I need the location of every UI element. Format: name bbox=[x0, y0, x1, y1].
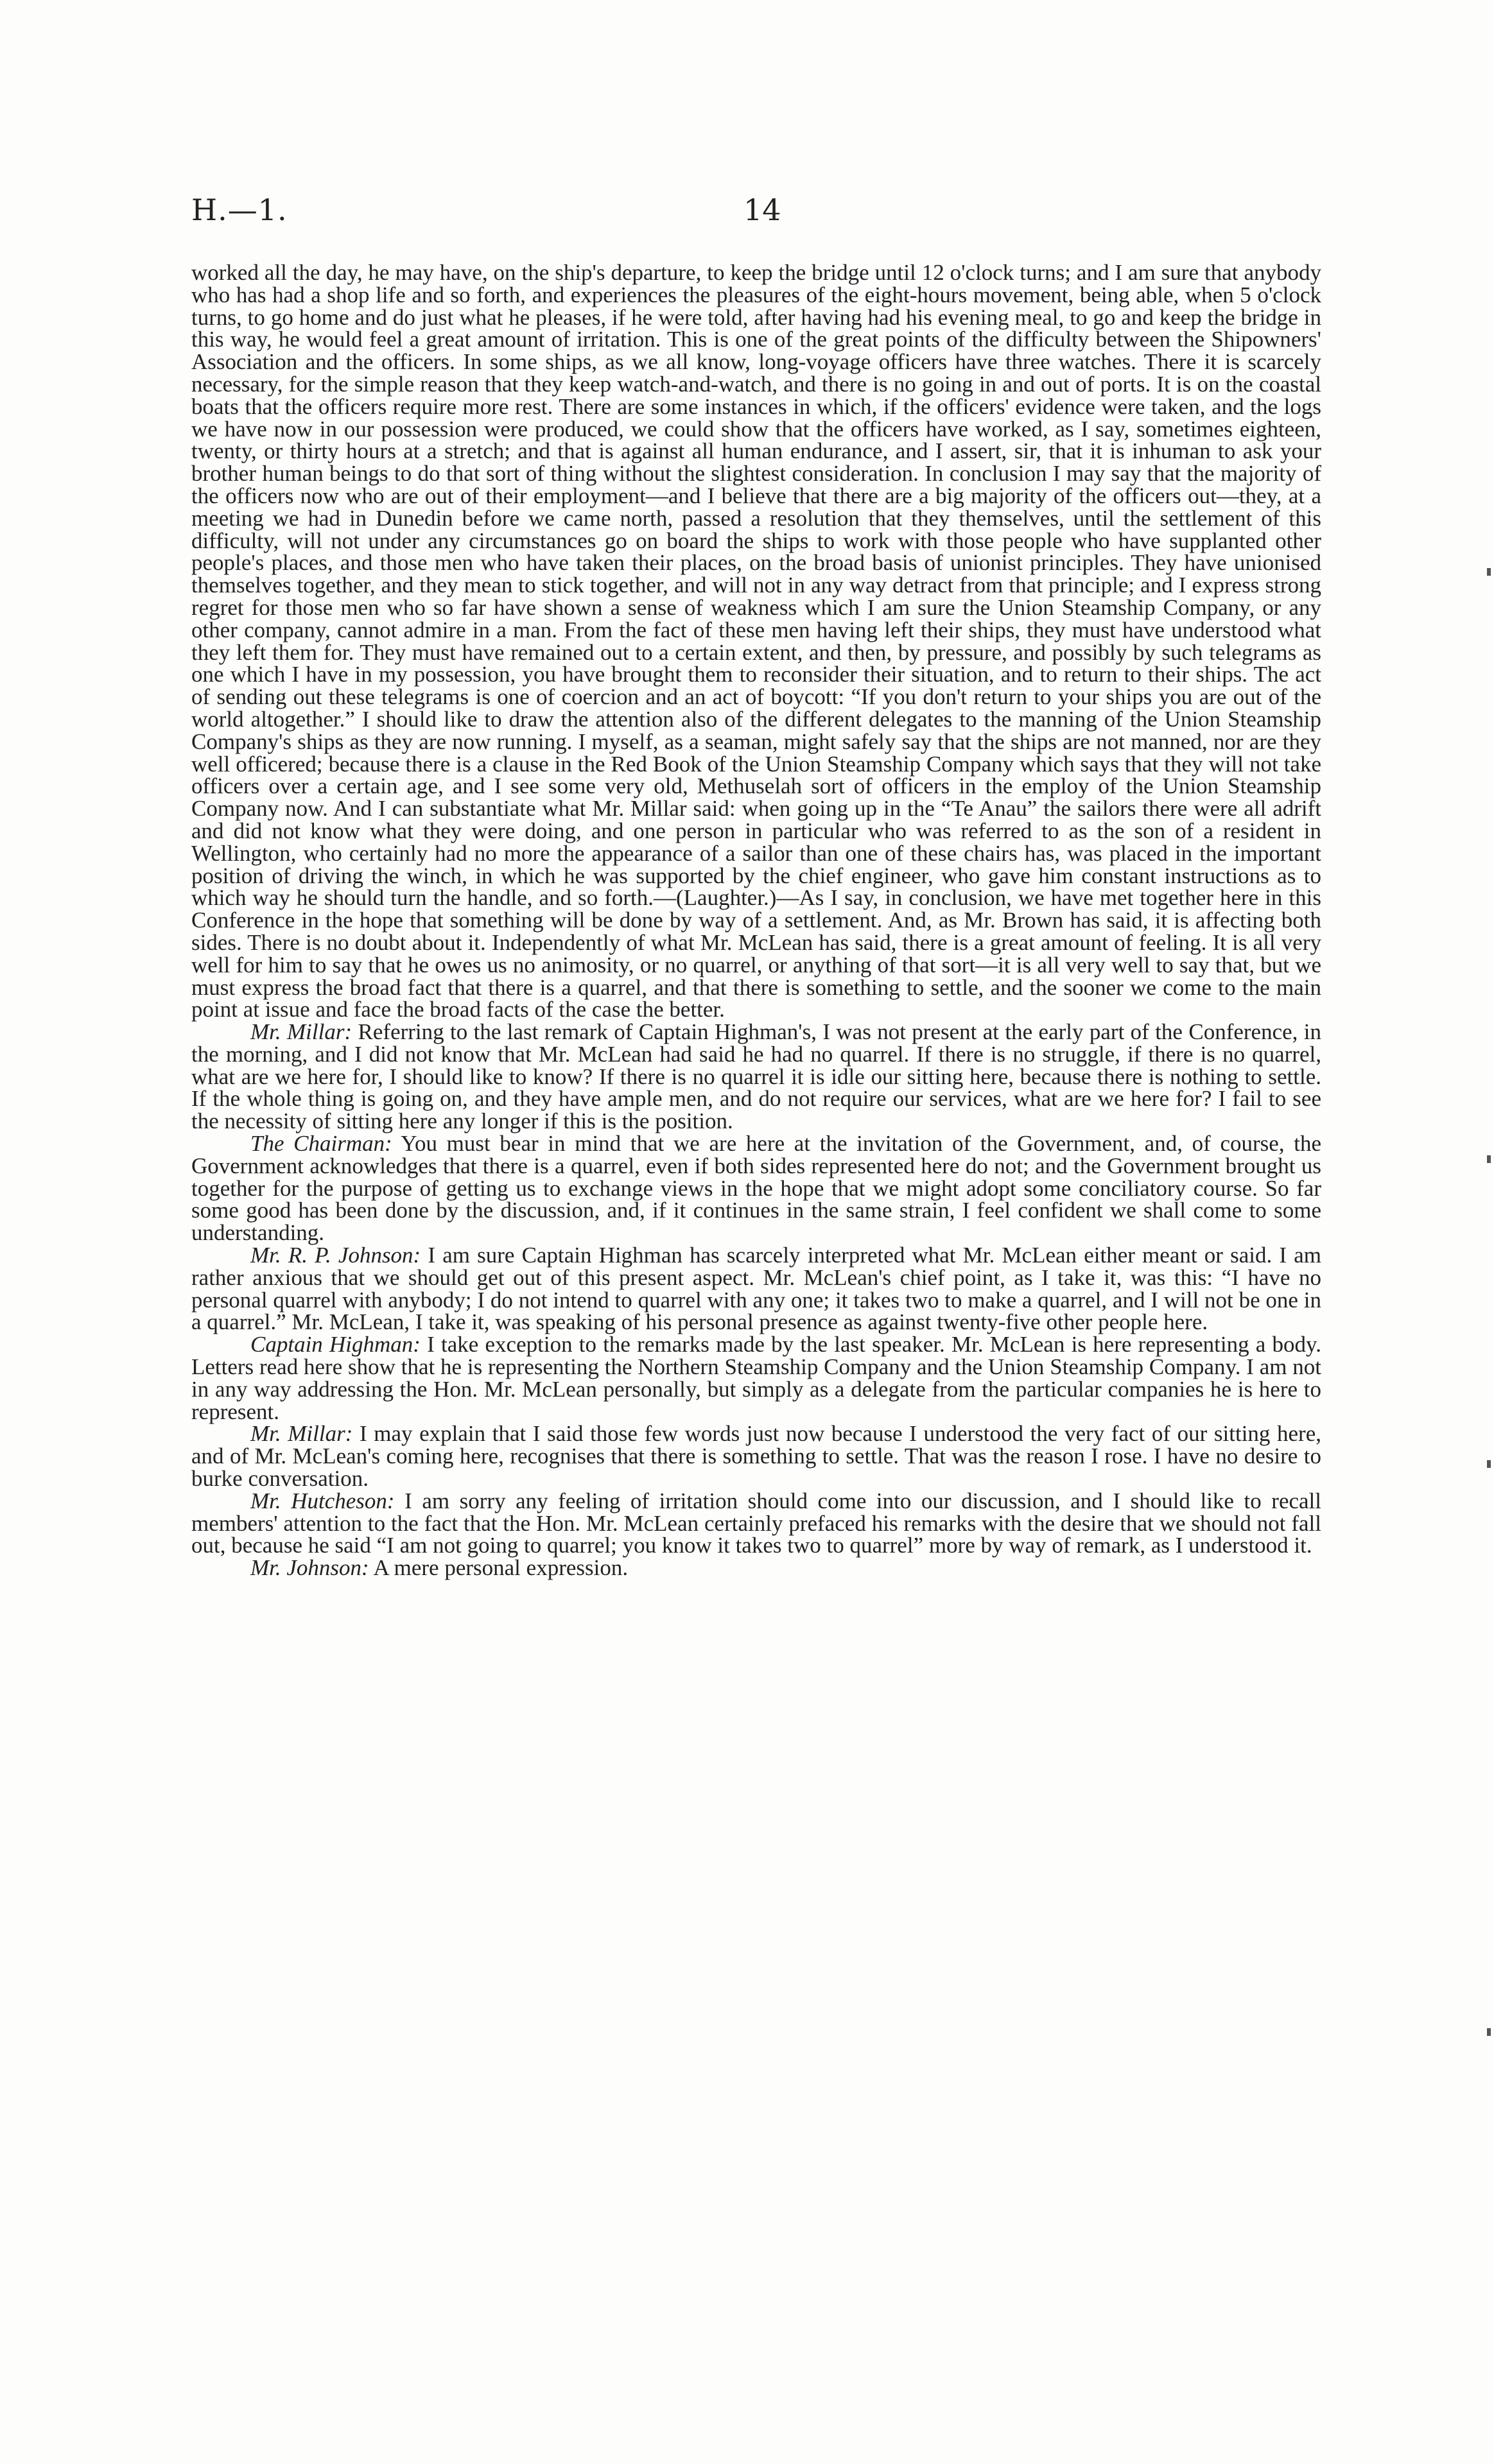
paragraph-text: Referring to the last remark of Captain Highman's, I was not present at the early part of the Conference, in the morning, and I did not know that Mr. McLean had said he had no quarrel. If there is no struggle, if there is no quarrel, what are we here for, I should like to know? If there is no quarrel it is idle our sitting here, because there is nothing to settle. If the whole thing is going on, and they have ample men, and do not require our services, what are we here for? I fail to see the necessity of sitting here any longer if this is the position. bbox=[191, 1019, 1322, 1134]
paragraph-millar-2 bbox=[191, 1423, 1321, 1490]
paragraph-chairman bbox=[191, 1133, 1321, 1245]
paragraph-hutcheson bbox=[191, 1490, 1321, 1557]
paragraph-text: I may explain that I said those few words just now because I understood the very fact of our sitting here, and of Mr. McLean's coming here, recognises that there is something to settle. That was the reason I rose. I have no desire to burke conversation. bbox=[191, 1421, 1321, 1492]
speaker-name: Mr. Millar: bbox=[250, 1421, 353, 1447]
scan-mark bbox=[1487, 568, 1491, 576]
paragraph-text: I take exception to the remarks made by the last speaker. Mr. McLean is here representing a body. Letters read here show that he is representing the Northern Steamship Company and the Union Steamship Company. I am not in any way addressing the Hon. Mr. McLean personally, but simply as a delegate from the particular companies he is here to represent. bbox=[191, 1332, 1322, 1424]
paragraph-millar bbox=[191, 1021, 1321, 1133]
paragraph-continued bbox=[191, 262, 1321, 1021]
paragraph-highman bbox=[191, 1334, 1321, 1423]
speaker-name: Mr. Millar: bbox=[250, 1019, 352, 1045]
scan-mark bbox=[1487, 1155, 1491, 1163]
paragraph-johnson-2 bbox=[191, 1557, 1321, 1580]
paragraph-johnson bbox=[191, 1245, 1321, 1334]
speaker-name: The Chairman: bbox=[250, 1131, 392, 1157]
speaker-name: Mr. Johnson: bbox=[250, 1555, 369, 1581]
paragraph-text: I am sorry any feeling of irritation should come into our discussion, and I should like to recall members' attention to the fact that the Hon. Mr. McLean certainly prefaced his remarks with the desire that we should not fall out, because he said “I am not going to quarrel; you know it takes two to quarrel” more by way of remark, as I understood it. bbox=[191, 1488, 1321, 1558]
speaker-name: Mr. Hutcheson: bbox=[250, 1488, 395, 1513]
page-header bbox=[191, 193, 1405, 237]
scan-mark bbox=[1487, 2028, 1491, 2036]
speaker-name: Mr. R. P. Johnson: bbox=[250, 1243, 421, 1268]
document-reference: H.—1. bbox=[191, 193, 288, 227]
body-text bbox=[191, 262, 1321, 1580]
page-number: 14 bbox=[743, 193, 781, 227]
speaker-name: Captain Highman: bbox=[250, 1332, 421, 1357]
paragraph-text: You must bear in mind that we are here at the invitation of the Government, and, of course, the Government acknowledges that there is a quarrel, even if both sides represented here do not; and the Government brought us together for the purpose of getting us to exchange views in the hope that we might adopt some conciliatory course. So far some good has been done by the discussion, and, if it continues in the same strain, I feel confident we shall come to some understanding. bbox=[191, 1131, 1322, 1246]
paragraph-text: worked all the day, he may have, on the ship's departure, to keep the bridge until 12 o'clock turns; and I am sure that anybody who has had a shop life and so forth, and experiences the pleasures of the eight-hours movement, being able, when 5 o'clock turns, to go home and do just what he pleases, if he were told, after having had his evening meal, to go and keep the bridge in this way, he would feel a great amount of irritation. This is one of the great points of the difficulty between the Shipowners' Association and the officers. In some ships, as we all know, long-voyage officers have three watches. There it is scarcely necessary, for the simple reason that they keep watch-and-watch, and there is no going in and out of ports. It is on the coastal boats that the officers require more rest. There are some instances in which, if the officers' evidence were taken, and the logs we have now in our possession were produced, we could show that the officers have worked, as I say, sometimes eighteen, twenty, or thirty hours at a stretch; and that is against all human endurance, and I assert, sir, that it is inhuman to ask your brother human beings to do that sort of thing without the slightest consideration. In conclusion I may say that the majority of the officers now who are out of their employment—and I believe that there are a big majority of the officers out—they, at a meeting we had in Dunedin before we came north, passed a resolution that they themselves, until the settlement of this difficulty, will not under any circumstances go on board the ships to work with those people who have supplanted other people's places, and those men who have taken their places, on the broad basis of unionist principles. They have unionised themselves together, and they mean to stick together, and will not in any way detract from that principle; and I express strong regret for those men who so far have shown a sense of weakness which I am sure the Union Steamship Company, or any other company, cannot admire in a man. From the fact of these men having left their ships, they must have understood what they left them for. They must have remained out to a certain extent, and then, by pressure, and possibly by such telegrams as one which I have in my possession, you have brought them to reconsider their situation, and to return to their ships. The act of sending out these telegrams is one of coercion and an act of boycott: “If you don't return to your ships you are out of the world altogether.” I should like to draw the attention also of the different delegates to the manning of the Union Steamship Company's ships as they are now running. I myself, as a seaman, might safely say that the ships are not manned, nor are they well officered; because there is a clause in the Red Book of the Union Steamship Company which says that they will not take officers over a certain age, and I see some very old, Methuselah sort of officers in the employ of the Union Steamship Company now. And I can substantiate what Mr. Millar said: when going up in the “Te Anau” the sailors there were all adrift and did not know what they were doing, and one person in particular who was referred to as the son of a resident in Wellington, who certainly had no more the appearance of a sailor than one of these chairs has, was placed in the important position of driving the winch, in which he was supported by the chief engineer, who gave him constant instructions as to which way he should turn the handle, and so forth.—(Laughter.)—As I say, in conclusion, we have met together here in this Conference in the hope that something will be done by way of a settlement. And, as Mr. Brown has said, it is affecting both sides. There is no doubt about it. Independently of what Mr. McLean has said, there is a great amount of feeling. It is all very well for him to say that he owes us no animosity, or no quarrel, or anything of that sort—it is all very well to say that, but we must express the broad fact that there is a quarrel, and that there is something to settle, and the sooner we come to the main point at issue and face the broad facts of the case the better. bbox=[191, 260, 1321, 1022]
paragraph-text: I am sure Captain Highman has scarcely interpreted what Mr. McLean either meant or said. I am rather anxious that we should get out of this present aspect. Mr. McLean's chief point, as I take it, was this: “I have no personal quarrel with anybody; I do not intend to quarrel with any one; it takes two to make a quarrel, and I will not be one in a quarrel.” Mr. McLean, I take it, was speaking of his personal presence as against twenty-five other people here. bbox=[191, 1243, 1321, 1335]
paragraph-text: A mere personal expression. bbox=[373, 1555, 629, 1581]
scan-mark bbox=[1487, 1460, 1491, 1468]
